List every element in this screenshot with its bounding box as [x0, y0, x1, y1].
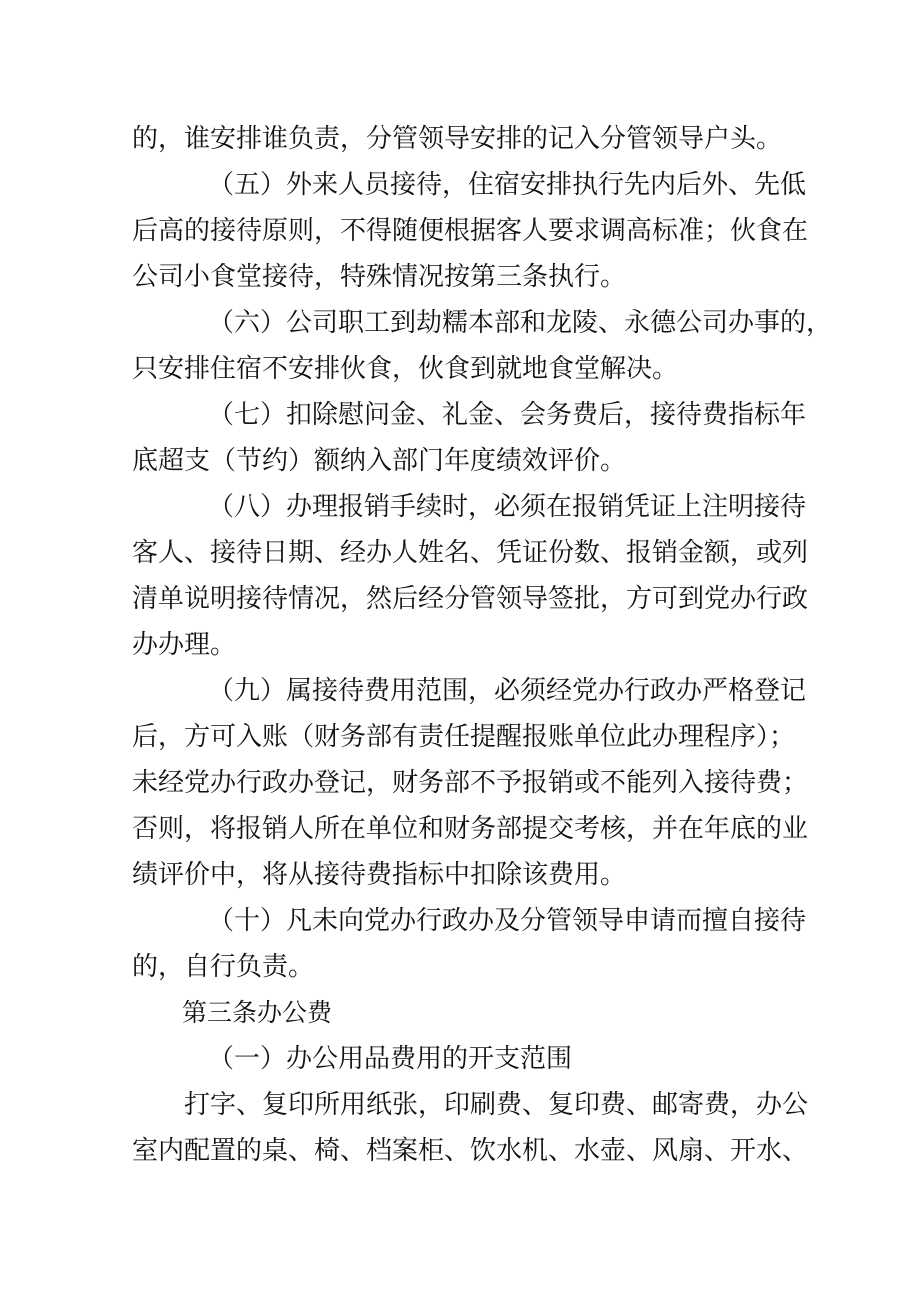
text-line: 办办理。: [132, 630, 237, 660]
subsection-heading: （一）办公用品费用的开支范围: [208, 1044, 573, 1074]
text-line: 底超支（节约）额纳入部门年度绩效评价。: [132, 446, 627, 476]
paragraph-8-start: （八）办理报销手续时，必须在报销凭证上注明接待: [208, 492, 807, 522]
paragraph-9-start: （九）属接待费用范围，必须经党办行政办严格登记: [208, 676, 807, 706]
text-line: 客人、接待日期、经办人姓名、凭证份数、报销金额，或列: [132, 538, 809, 568]
text-line: 清单说明接待情况，然后经分管领导签批，方可到党办行政: [132, 584, 809, 614]
text-line: 只安排住宿不安排伙食，伙食到就地食堂解决。: [132, 354, 679, 384]
text-line: 否则，将报销人所在单位和财务部提交考核，并在年底的业: [132, 814, 809, 844]
text-line: 室内配置的桌、椅、档案柜、饮水机、水壶、风扇、开水、: [132, 1136, 809, 1166]
paragraph-5-start: （五）外来人员接待，住宿安排执行先内后外、先低: [208, 170, 807, 200]
text-line: 公司小食堂接待，特殊情况按第三条执行。: [132, 262, 627, 292]
document-page: [132, 116, 833, 1174]
text-line: 绩评价中，将从接待费指标中扣除该费用。: [132, 860, 627, 890]
paragraph-7-start: （七）扣除慰问金、礼金、会务费后，接待费指标年: [208, 400, 807, 430]
text-line: 后，方可入账（财务部有责任提醒报账单位此办理程序）；: [132, 722, 796, 752]
paragraph-10-start: （十）凡未向党办行政办及分管领导申请而擅自接待: [208, 906, 807, 936]
text-line: 未经党办行政办登记，财务部不予报销或不能列入接待费；: [132, 768, 809, 798]
paragraph-start: 打字、复印所用纸张，印刷费、复印费、邮寄费，办公: [184, 1090, 809, 1120]
text-line: 的，自行负责。: [132, 952, 315, 982]
paragraph-6-start: （六）公司职工到劫糯本部和龙陵、永德公司办事的，: [208, 308, 833, 338]
section-heading-article-3: 第三条办公费: [182, 998, 333, 1027]
text-line: 后高的接待原则，不得随便根据客人要求调高标准；伙食在: [132, 216, 809, 246]
text-line: 的，谁安排谁负责，分管领导安排的记入分管领导户头。: [132, 124, 783, 154]
